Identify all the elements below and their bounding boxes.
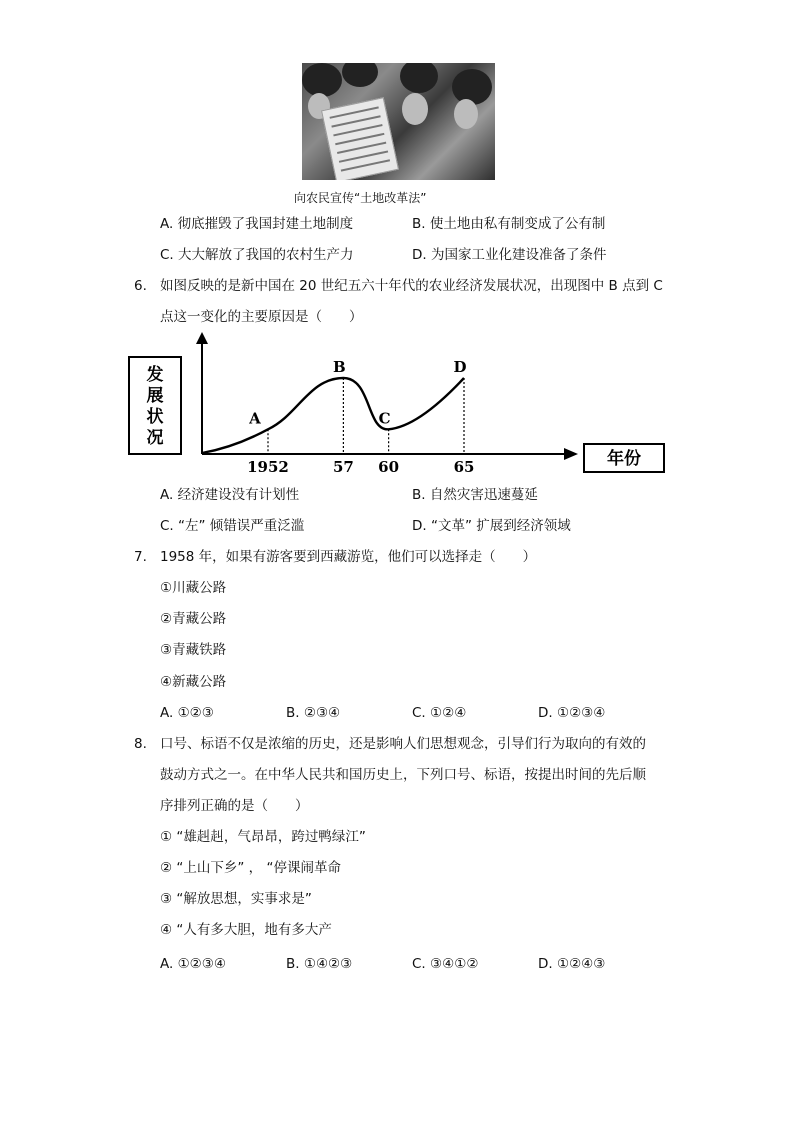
q8-option-a: A. ①②③④ [160, 956, 226, 972]
q6-option-a: A. 经济建设没有计划性 [160, 487, 300, 503]
photo-caption: 向农民宣传“土地改革法” [294, 191, 427, 205]
y-axis-label: 发展状况 [146, 365, 164, 448]
q7-stem: 1958 年，如果有游客要到西藏游览，他们可以选择走（ ） [160, 549, 537, 565]
q7-option-d: D. ①②③④ [538, 705, 606, 721]
point-label-b: B [333, 358, 346, 376]
q6-option-b: B. 自然灾害迅速蔓延 [412, 487, 538, 503]
q7-item-4: ④新藏公路 [160, 674, 227, 690]
q7-item-3: ③青藏铁路 [160, 642, 227, 658]
q5-option-a: A. 彻底摧毁了我国封建土地制度 [160, 216, 354, 232]
x-tick-label: 65 [453, 458, 475, 476]
x-axis-arrow [564, 448, 578, 460]
x-tick-label: 60 [378, 458, 400, 476]
q6-stem-line1: 如图反映的是新中国在 20 世纪五六十年代的农业经济发展状况，出现图中 B 点到 C [160, 278, 663, 294]
development-curve [202, 378, 464, 453]
q8-option-b: B. ①④②③ [286, 956, 353, 972]
q7-item-2: ②青藏公路 [160, 611, 227, 627]
point-label-d: D [453, 358, 467, 376]
q7-item-1: ①川藏公路 [160, 580, 227, 596]
q8-item-2: ② “上山下乡” ， “停课闹革命 [160, 860, 341, 876]
q8-stem-line1: 口号、标语不仅是浓缩的历史，还是影响人们思想观念，引导们行为取向的有效的 [160, 736, 646, 752]
point-label-a: A [249, 409, 261, 428]
q5-option-d: D. 为国家工业化建设准备了条件 [412, 247, 607, 263]
q5-option-c: C. 大大解放了我国的农村生产力 [160, 247, 354, 263]
agri-development-chart [126, 330, 674, 482]
q6-option-d: D. “文革” 扩展到经济领域 [412, 518, 571, 534]
y-axis-arrow [196, 332, 208, 344]
q8-item-4: ④ “人有多大胆，地有多大产 [160, 922, 332, 938]
land-reform-photo [302, 63, 495, 180]
point-label-c: C [378, 409, 391, 428]
q8-number: 8. [134, 736, 147, 752]
q6-stem-line2: 点这一变化的主要原因是（ ） [160, 309, 363, 325]
q8-stem-line2: 鼓动方式之一。在中华人民共和国历史上，下列口号、标语，按提出时间的先后顺 [160, 767, 646, 783]
q8-option-d: D. ①②④③ [538, 956, 606, 972]
x-tick-label: 1952 [247, 458, 289, 476]
x-axis-label: 年份 [607, 449, 641, 469]
q7-option-a: A. ①②③ [160, 705, 214, 721]
x-tick-label: 57 [332, 458, 354, 476]
q7-number: 7. [134, 549, 147, 565]
q5-option-b: B. 使土地由私有制变成了公有制 [412, 216, 606, 232]
q8-item-1: ① “雄赳赳，气昂昂，跨过鸭绿江” [160, 829, 366, 845]
q7-option-c: C. ①②④ [412, 705, 467, 721]
q6-number: 6. [134, 278, 147, 294]
q8-stem-line3: 序排列正确的是（ ） [160, 798, 309, 814]
q8-item-3: ③ “解放思想，实事求是” [160, 891, 312, 907]
q6-option-c: C. “左” 倾错误严重泛滥 [160, 518, 305, 534]
q7-option-b: B. ②③④ [286, 705, 341, 721]
q8-option-c: C. ③④①② [412, 956, 479, 972]
